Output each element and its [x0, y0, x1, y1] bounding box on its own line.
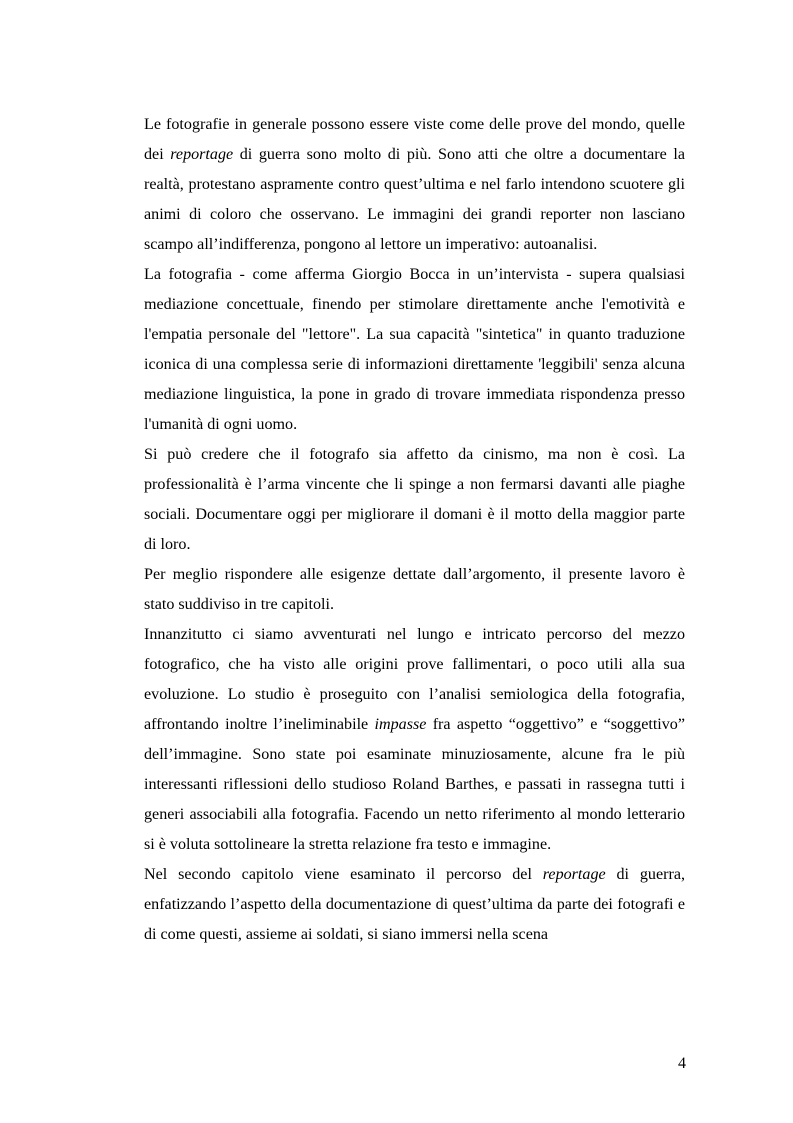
paragraph-text: di guerra, enfatizzando l’aspetto della documentazione di quest’ultima da parte dei fotografi e di come questi, assieme ai soldati, si siano immersi nella scena: [144, 866, 685, 943]
paragraph-text: Si può credere che il fotografo sia affetto da cinismo, ma non è così. La professionalità è l’arma vincente che li spinge a non fermarsi davanti alle piaghe sociali. Documentare oggi per migliorare il domani è il motto della maggior parte di loro.: [144, 446, 685, 553]
paragraph-text: Per meglio rispondere alle esigenze dettate dall’argomento, il presente lavoro è stato suddiviso in tre capitoli.: [144, 566, 685, 613]
italic-term: reportage: [170, 146, 234, 163]
document-body: [144, 110, 685, 950]
paragraph-2: [144, 260, 685, 440]
paragraph-text: di guerra sono molto di più. Sono atti che oltre a documentare la realtà, protestano aspramente contro quest’ultima e nel farlo intendono scuotere gli animi di coloro che osservano. Le immagini dei grandi reporter non lasciano scampo all’indifferenza, pongono al lettore un imperativo: autoanalisi.: [144, 146, 685, 253]
italic-term: impasse: [374, 716, 427, 733]
paragraph-3: [144, 440, 685, 560]
page-number: 4: [678, 1055, 686, 1072]
paragraph-text: Innanzitutto ci siamo avventurati nel lungo e intricato percorso del mezzo fotografico, che ha visto alle origini prove fallimentari, o poco utili alla sua evoluzione. Lo studio è proseguito con l’analisi semiologica della fotografia, affrontando inoltre l’ineliminabile: [144, 626, 685, 733]
paragraph-text: Nel secondo capitolo viene esaminato il percorso del: [144, 866, 543, 883]
paragraph-5: [144, 620, 685, 860]
paragraph-4: [144, 560, 685, 620]
paragraph-1: [144, 110, 685, 260]
paragraph-6: [144, 860, 685, 950]
paragraph-text: La fotografia - come afferma Giorgio Bocca in un’intervista - supera qualsiasi mediazione concettuale, finendo per stimolare direttamente anche l'emotività e l'empatia personale del "lettore". La sua capacità "sintetica" in quanto traduzione iconica di una complessa serie di informazioni direttamente 'leggibili' senza alcuna mediazione linguistica, la pone in grado di trovare immediata rispondenza presso l'umanità di ogni uomo.: [144, 266, 685, 433]
paragraph-text: Le fotografie in generale possono essere viste come delle prove del mondo, quelle dei: [144, 116, 685, 163]
italic-term: reportage: [542, 866, 606, 883]
paragraph-text: fra aspetto “oggettivo” e “soggettivo” dell’immagine. Sono state poi esaminate minuziosamente, alcune fra le più interessanti riflessioni dello studioso Roland Barthes, e passati in rassegna tutti i generi associabili alla fotografia. Facendo un netto riferimento al mondo letterario si è voluta sottolineare la stretta relazione fra testo e immagine.: [144, 716, 685, 853]
